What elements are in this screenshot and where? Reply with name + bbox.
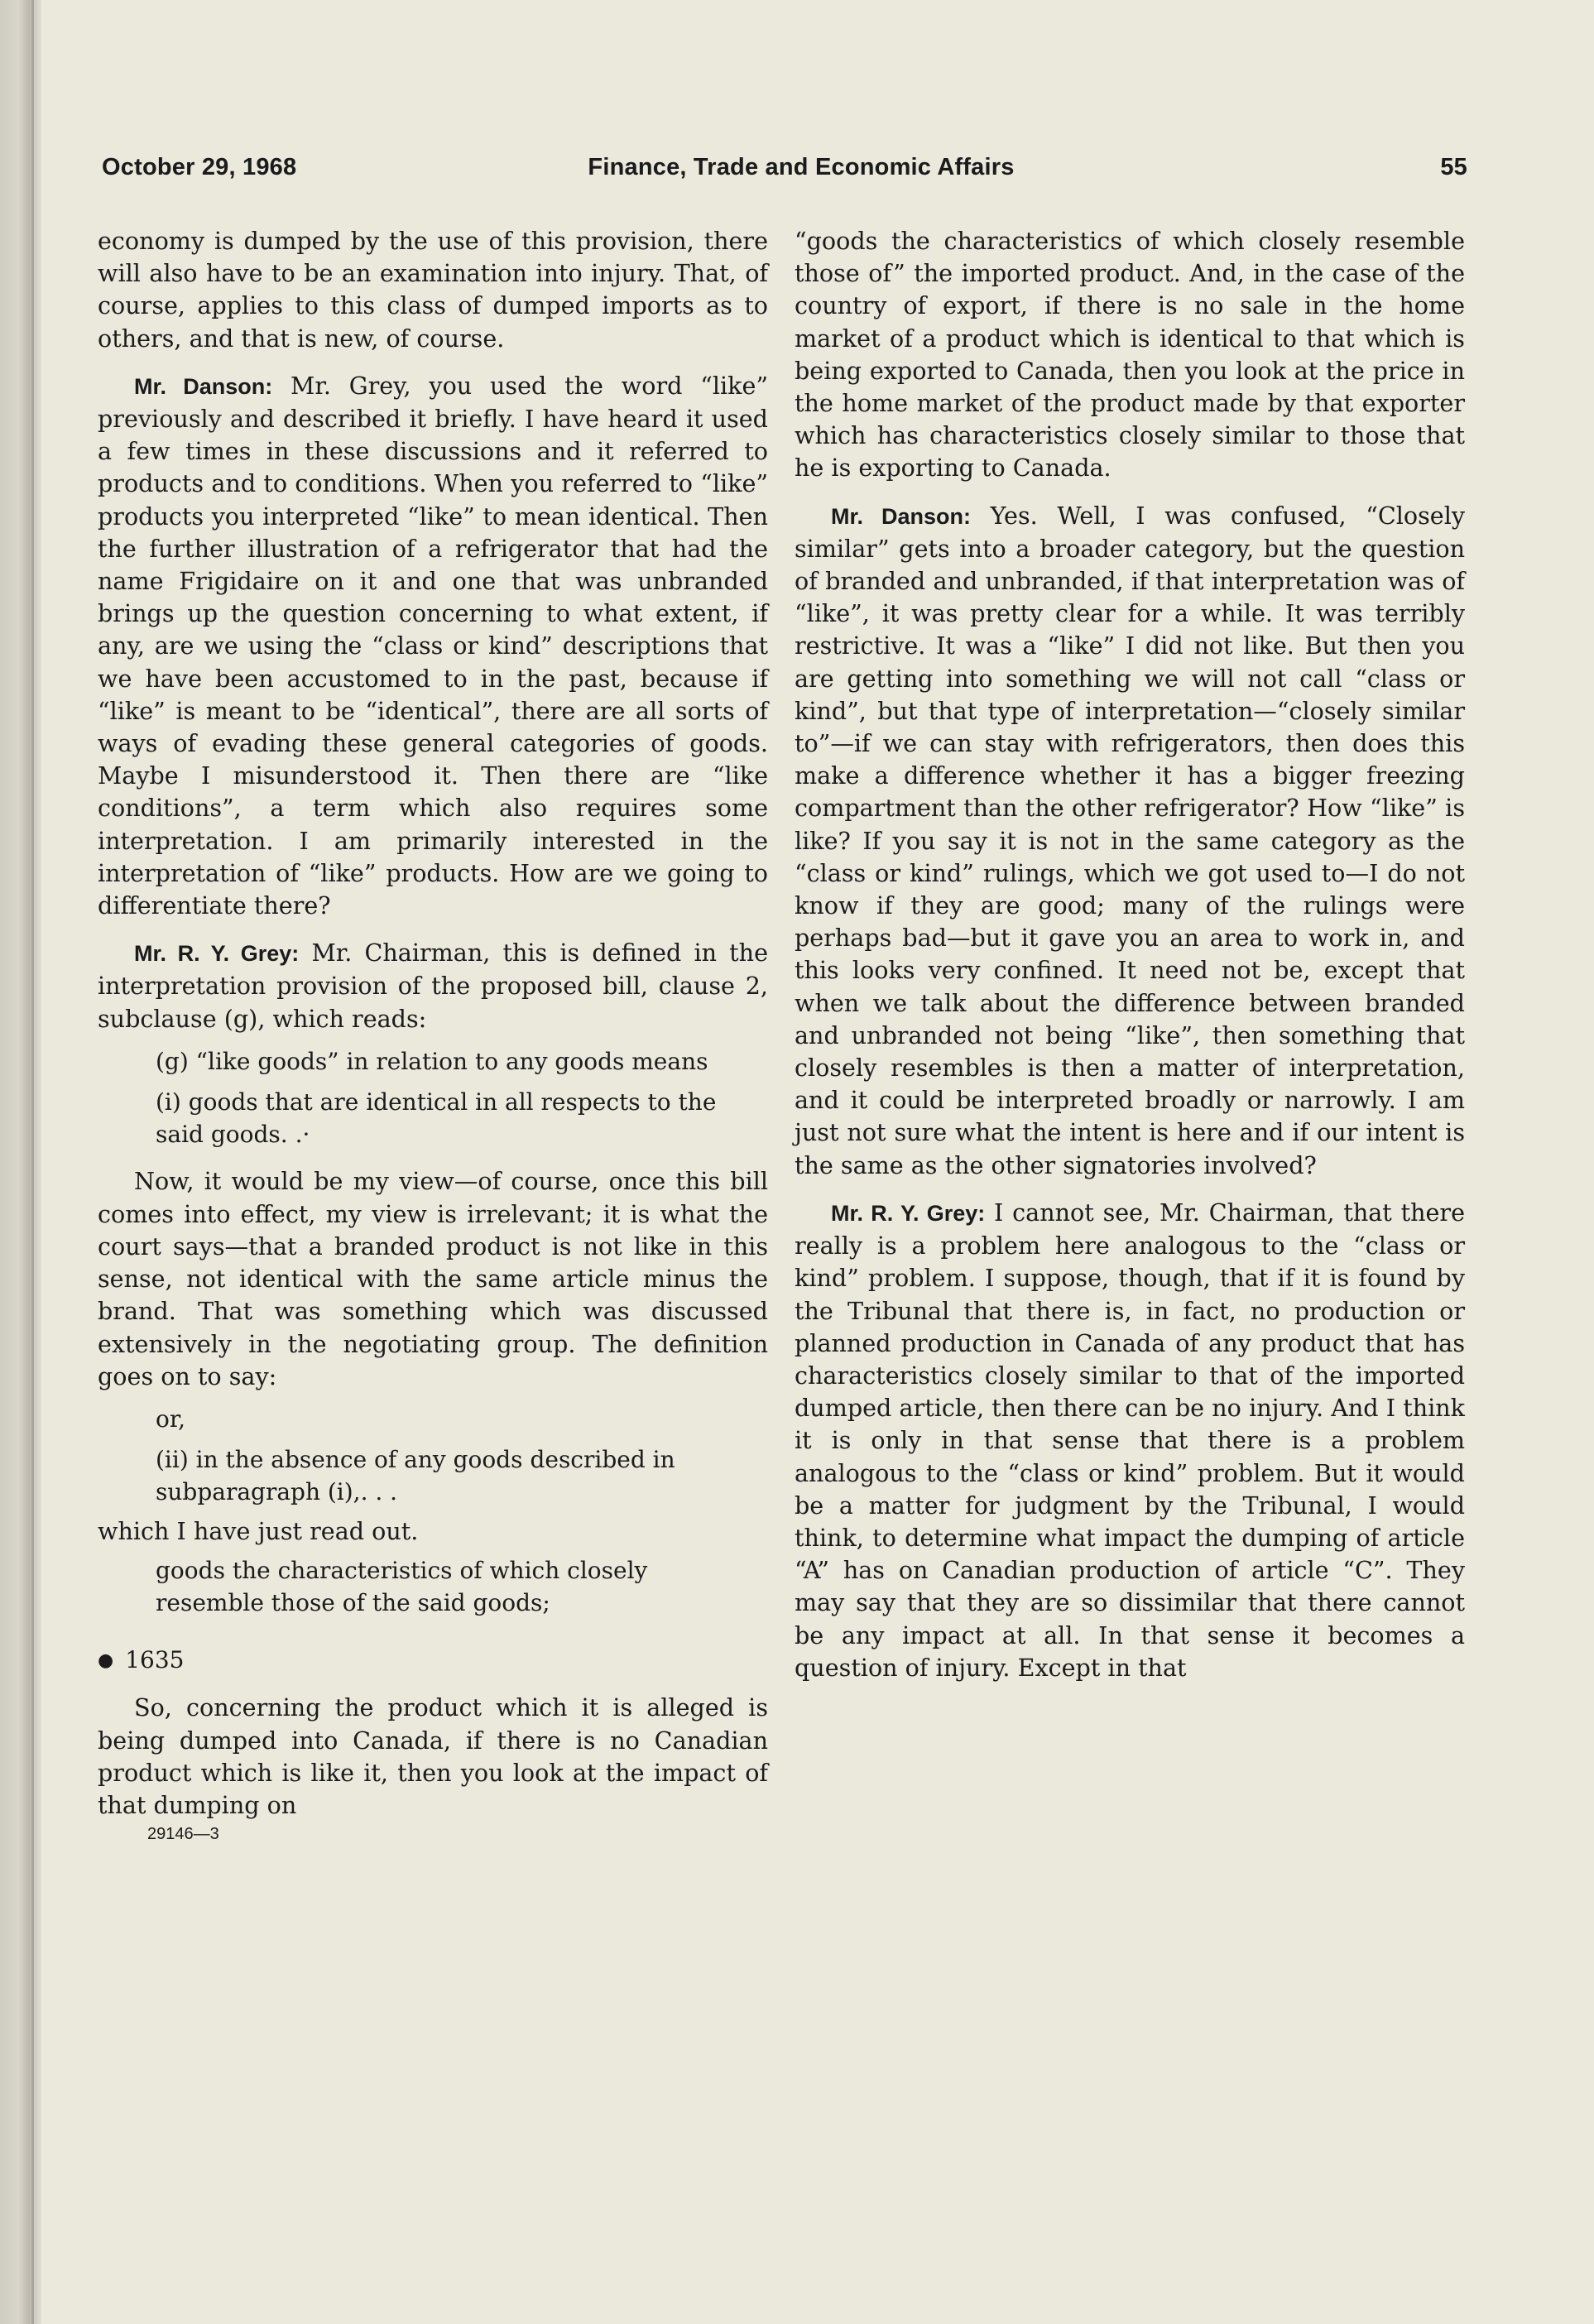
paragraph — [98, 937, 768, 1035]
block-quote: (g) “like goods” in relation to any goods means — [156, 1047, 708, 1075]
page-number: 55 — [1440, 154, 1467, 180]
running-header — [102, 154, 1467, 190]
block-quote: (ii) in the absence of any goods described in subparagraph (i),. . . — [156, 1446, 675, 1506]
speaker-name: Mr. Danson: — [134, 373, 273, 399]
time-marker-text: 1635 — [125, 1646, 185, 1674]
bullet-icon: ● — [98, 1650, 114, 1672]
right-column — [795, 225, 1465, 1684]
binding-edge-line — [31, 0, 34, 2324]
header-title: Finance, Trade and Economic Affairs — [588, 154, 1015, 180]
paragraph: Now, it would be my view—of course, once this bill comes into effect, my view is irrelevant; it is what the court says—that a branded product is not like in this sense, not identical with the same article minus the brand. That was something which was discussed extensively in the negotiating group. The definition goes on to say: — [98, 1167, 768, 1390]
signature-mark: 29146—3 — [147, 1825, 219, 1844]
time-marker — [98, 1644, 768, 1677]
paragraph-text: Mr. Chairman, this is defined in the interpretation provision of the proposed bill, clause 2, subclause (g), which reads: — [98, 939, 768, 1033]
paragraph-text: Mr. Grey, you used the word “like” previously and described it briefly. I have heard it used a few times in these discussions and it referred to products and to conditions. When you referred to “like” products you interpreted “like” to mean identical. Then the further illustration of a refrigerator that had the name Frigidaire on it and one that was unbranded brings up the question concerning to what extent, if any, are we using the “class or kind” descriptions that we have been accustomed to in the past, because if “like” is meant to be “identical”, there are all sorts of ways of evading these general categories of goods. Maybe I misunderstood it. Then there are “like conditions”, a term which also requires some interpretation. I am primarily interested in the interpretation of “like” products. How are we going to differentiate there? — [98, 371, 768, 920]
binding-gutter — [0, 0, 41, 2324]
block-quote: goods the characteristics of which closely resemble those of the said goods; — [156, 1556, 648, 1616]
paragraph: which I have just read out. — [98, 1516, 419, 1545]
paragraph-text: I cannot see, Mr. Chairman, that there really is a problem here analogous to the “class or kind” problem. I suppose, though, that if it is found by the Tribunal that there is, in fact, no production or planned production in Canada of any product that has characteristics closely similar to that of the imported dumped article, then there can be no injury. And I think it is only in that sense that there is a problem analogous to the “class or kind” problem. But it would be a matter for judgment by the Tribunal, I would think, to determine what impact the dumping of article “A” has on Canadian production of article “C”. They may say that they are so dissimilar that there cannot be any impact at all. In that sense it becomes a question of injury. Except in that — [795, 1198, 1466, 1682]
paragraph: economy is dumped by the use of this provision, there will also have to be an examination into injury. That, of course, applies to this class of dumped imports as to others, and that is new, of course. — [98, 227, 768, 353]
left-column — [98, 225, 768, 1845]
block-quote: (i) goods that are identical in all respects to the said goods. .· — [156, 1088, 717, 1149]
paragraph — [98, 370, 768, 922]
paragraph: “goods the characteristics of which closely resemble those of” the imported product. And, in the case of the country of export, if there is no sale in the home market of a product which is identical to that which is being exported to Canada, then you look at the price in the home market of the product made by that exporter which has characteristics closely similar to those that he is exporting to Canada. — [795, 227, 1465, 483]
speaker-name: Mr. R. Y. Grey: — [831, 1200, 986, 1226]
header-date: October 29, 1968 — [102, 154, 297, 180]
paragraph — [795, 1197, 1465, 1684]
speaker-name: Mr. R. Y. Grey: — [134, 941, 300, 967]
block-quote: or, — [156, 1404, 186, 1433]
paragraph — [795, 500, 1465, 1182]
paragraph: So, concerning the product which it is alleged is being dumped into Canada, if there is no Canadian product which is like it, then you look at the impact of that dumping on — [98, 1693, 768, 1819]
paragraph-text: Yes. Well, I was confused, “Closely similar” gets into a broader category, but the question of branded and unbranded, if that interpretation was of “like”, it was pretty clear for a while. It was terribly restrictive. It was a “like” I did not like. But then you are getting into something we will not call “class or kind”, but that type of interpretation—“closely similar to”—if we can stay with refrigerators, then does this make a difference whether it has a bigger freezing compartment than the other refrigerator? How “like” is like? If you say it is not in the same category as the “class or kind” rulings, which we got used to—I do not know if they are good; many of the rulings were perhaps bad—but it gave you an area to work in, and this looks very confined. It need not be, except that when we talk about the difference between branded and unbranded not being “like”, then something that closely resembles is then a matter of interpretation, and it could be interpreted broadly or narrowly. I am just not sure what the intent is here and if our intent is the same as the other signatories involved? — [795, 501, 1466, 1179]
speaker-name: Mr. Danson: — [831, 503, 972, 529]
